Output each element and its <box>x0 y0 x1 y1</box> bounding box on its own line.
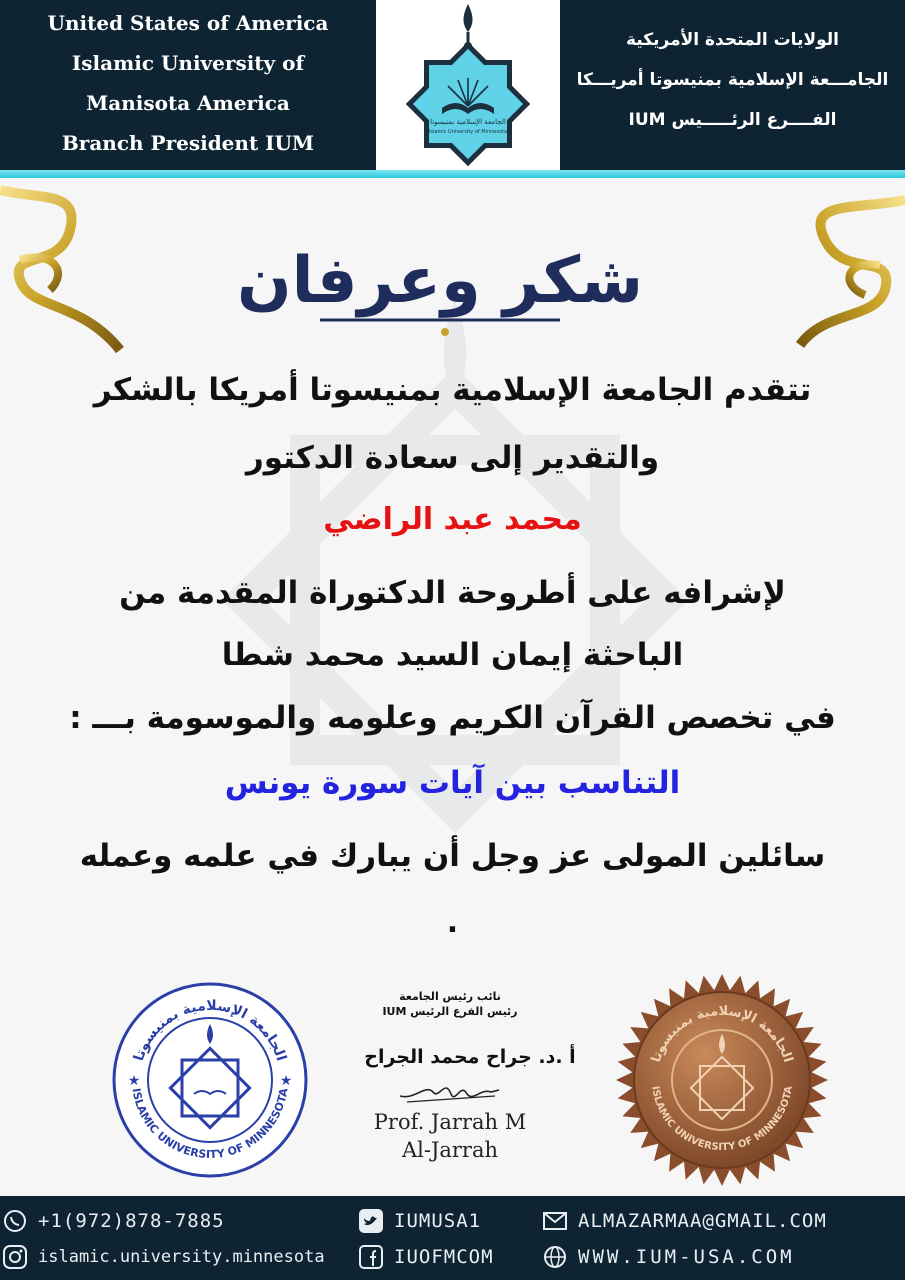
header-bar <box>0 0 905 170</box>
header-en-line-2: Islamic University of <box>71 51 305 75</box>
header-arabic-block <box>560 0 905 170</box>
body-line-6: سائلين المولى عز وجل أن يبارك في علمه وعمله <box>79 838 826 874</box>
gold-ribbon-left <box>0 170 140 360</box>
envelope-icon <box>542 1208 568 1234</box>
body-line-5: في تخصص القرآن الكريم وعلومه والموسومة بـــ : <box>69 700 836 736</box>
header-en-line-1: United States of America <box>47 11 329 35</box>
seal-text-ar: الجامعة الإسلامية بمنيسوتا <box>648 1003 796 1065</box>
header-ar-line-3: الفــــرع الرئـــــيس IUM <box>628 110 837 130</box>
body-line-1: تتقدم الجامعة الإسلامية بمنيسوتا أمريكا بالشكر <box>93 372 812 408</box>
university-logo <box>376 0 560 170</box>
thesis-title: التناسب بين آيات سورة يونس <box>224 765 681 801</box>
signatory-title-1: نائب رئيس الجامعة <box>399 990 501 1003</box>
svg-text:★: ★ <box>279 1073 293 1089</box>
footer-facebook[interactable] <box>358 1240 494 1274</box>
title-art-text: شكر وعرفان <box>236 244 644 318</box>
facebook-text: IUOFMCOM <box>394 1246 494 1268</box>
phone-text: +1(972)878-7885 <box>38 1210 225 1232</box>
globe-icon <box>542 1244 568 1270</box>
body-line-4: الباحثة إيمان السيد محمد شطا <box>221 637 684 673</box>
contact-footer <box>0 1196 905 1280</box>
stamp-blue-text-ar: الجامعة الإسلامية بمنيسوتا <box>130 997 290 1063</box>
footer-phone[interactable] <box>2 1204 225 1238</box>
instagram-icon <box>2 1244 28 1270</box>
header-english-block <box>0 0 376 170</box>
closing-dot: . <box>446 905 459 940</box>
body-line-3: لإشرافه على أطروحة الدكتوراة المقدمة من <box>119 575 786 611</box>
svg-text:★: ★ <box>127 1073 141 1089</box>
website-text: WWW.IUM-USA.COM <box>578 1246 795 1268</box>
honoree-name: محمد عبد الراضي <box>323 502 582 537</box>
facebook-icon <box>358 1244 384 1270</box>
university-stamp-blue <box>110 980 310 1180</box>
signatory-name-en-2: Al-Jarrah <box>401 1138 499 1162</box>
footer-twitter[interactable] <box>358 1204 481 1238</box>
logo-caption-en: Islamic University of Minnesota <box>428 129 508 135</box>
signature-block <box>300 990 600 1162</box>
footer-instagram[interactable] <box>2 1240 325 1274</box>
signatory-name-ar: أ .د. جراح محمد الجراح <box>364 1046 576 1068</box>
footer-website[interactable] <box>542 1240 795 1274</box>
signatory-name-en-1: Prof. Jarrah M <box>373 1110 527 1134</box>
header-en-line-3: Manisota America <box>86 91 290 115</box>
whatsapp-icon <box>2 1208 28 1234</box>
twitter-text: IUMUSA1 <box>394 1210 482 1232</box>
header-ar-line-2: الجامـــعة الإسلامية بمنيسوتا أمريـــكا <box>576 70 889 90</box>
header-en-line-4: Branch President IUM <box>61 131 315 155</box>
university-seal-bronze <box>612 970 832 1190</box>
signatory-title-2: رئيس الفرع الرئيس IUM <box>382 1005 518 1018</box>
body-line-2: والتقدير إلى سعادة الدكتور <box>245 440 660 476</box>
stamp-blue-text-en: ISLAMIC UNIVERSITY OF MINNESOTA <box>129 1087 291 1162</box>
handwritten-signature <box>395 1074 505 1110</box>
email-text: ALMAZARMAA@GMAIL.COM <box>578 1210 827 1232</box>
logo-caption-ar: الجامعة الإسلامية بمنيسوتا <box>430 118 506 126</box>
header-ar-line-1: الولايات المتحدة الأمريكية <box>626 30 839 50</box>
gold-ribbon-right <box>785 170 905 360</box>
seal-text-en: ISLAMIC UNIVERSITY OF MINNESOTA <box>649 1085 795 1154</box>
instagram-text: islamic.university.minnesota <box>38 1247 325 1267</box>
thanks-title-calligraphy <box>236 210 644 340</box>
footer-email[interactable] <box>542 1204 827 1238</box>
twitter-icon <box>358 1208 384 1234</box>
